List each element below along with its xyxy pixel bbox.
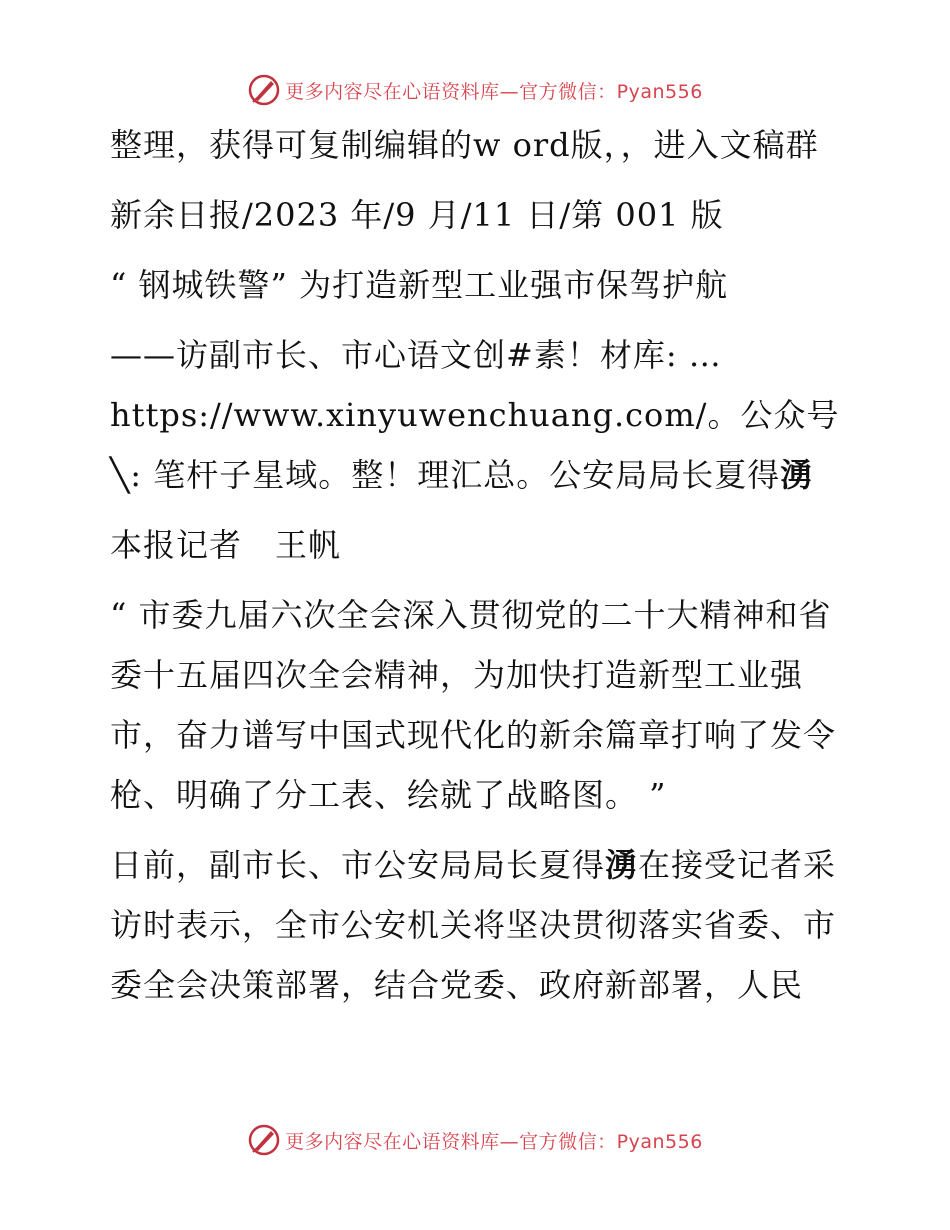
subtitle (98, 325, 858, 505)
body-name-char: 湧 (605, 846, 639, 884)
footer-banner (0, 1120, 950, 1160)
banner-text: 更多内容尽在心语资料库—官方微信：Pyan556 (285, 80, 703, 103)
source-line: 新余日报/2023 年/9 月/11 日/第 001 版 (110, 196, 724, 234)
header-banner (0, 70, 950, 110)
subtitle-text: ——访副市长、市心语文创#素！材库: … https://www.xinyuwenchuang.com/。公众号╲: 笔杆子星域。整！理汇总。公安局局长夏得 (110, 336, 840, 494)
headline: “ 钢城铁警” 为打造新型工业强市保驾护航 (110, 266, 729, 304)
body-text-part1: 日前，副市长、市公安局局长夏得 (110, 846, 606, 884)
banner-text-footer: 更多内容尽在心语资料库—官方微信：Pyan556 (285, 1130, 703, 1153)
intro-line: 整理，获得可复制编辑的w ord版，，进入文稿群 (110, 126, 819, 164)
quill-pen-icon (247, 1123, 281, 1157)
quote-paragraph: “ 市委九届六次全会深入贯彻党的二十大精神和省委十五届四次全会精神，为加快打造新型工业强市，奋力谱写中国式现代化的新余篇章打响了发令枪、明确了分工表、绘就了战略图。 ” (110, 596, 837, 814)
document-body (98, 115, 858, 1025)
byline: 本报记者 王帆 (110, 526, 342, 564)
quill-pen-icon (247, 73, 281, 107)
body-text-part2: 在接受记者采访时表示，全市公安机关将坚决贯彻落实省委、市委全会决策部署，结合党委、政府新部署，人民 (110, 846, 837, 1004)
subtitle-name-char: 湧 (780, 456, 814, 494)
body-paragraph (98, 835, 858, 1015)
